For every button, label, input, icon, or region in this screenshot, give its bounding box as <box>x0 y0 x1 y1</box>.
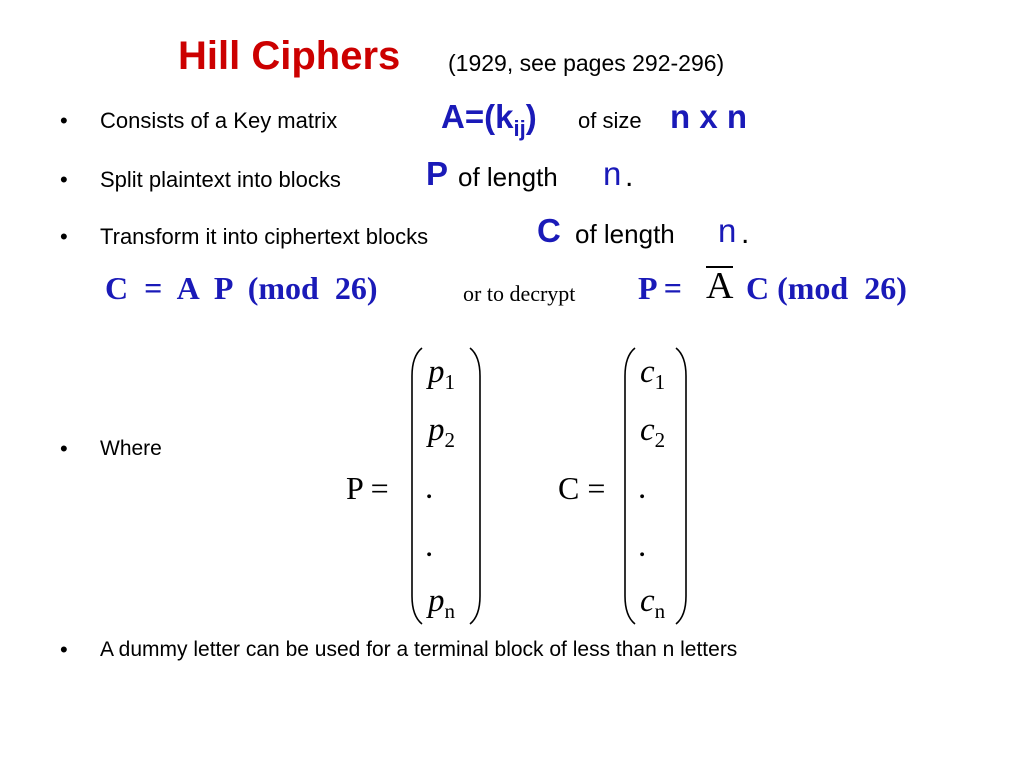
bullet-2-text-b: of length <box>458 162 558 192</box>
matrix-p-entry <box>428 354 455 395</box>
entry-subscript: n <box>654 599 666 623</box>
bullet-mark: • <box>60 637 68 662</box>
matrix-p-entry <box>428 583 455 624</box>
entry-variable: c <box>640 412 655 448</box>
matrix-size: n x n <box>670 98 748 135</box>
entry-subscript: 1 <box>444 370 455 394</box>
bullet-4-where: Where <box>100 437 162 460</box>
bullet-3-text-b: of length <box>575 219 675 249</box>
entry-variable: c <box>640 354 655 390</box>
matrix-c-entry: . <box>638 470 647 506</box>
key-matrix-subscript: ij <box>513 116 526 141</box>
block-length-n: n <box>718 212 737 249</box>
slide-subtitle: (1929, see pages 292-296) <box>448 50 725 76</box>
inverse-matrix-symbol <box>706 264 733 308</box>
bullet-1-text-a: Consists of a Key matrix <box>100 108 338 133</box>
key-matrix-label: A=(k <box>441 98 514 135</box>
matrix-c-entry <box>640 412 665 453</box>
entry-variable: p <box>428 412 445 448</box>
bullet-1-text-b: of size <box>578 108 642 133</box>
matrix-c-left-paren <box>619 346 639 626</box>
block-length-n: n <box>603 155 622 192</box>
entry-subscript: 2 <box>654 428 666 452</box>
entry-subscript: 1 <box>654 370 666 394</box>
bullet-mark: • <box>60 167 68 192</box>
decrypt-caption: or to decrypt <box>463 281 576 306</box>
entry-variable: p <box>428 354 445 390</box>
bullet-3-period: . <box>741 217 750 250</box>
decrypt-formula-rhs: C (mod 26) <box>746 270 907 306</box>
entry-variable: c <box>640 583 655 619</box>
entry-subscript: 2 <box>444 428 455 452</box>
bullet-3-text-a: Transform it into ciphertext blocks <box>100 224 429 249</box>
matrix-p-right-paren <box>466 346 486 626</box>
matrix-p-entry <box>428 412 455 453</box>
matrix-c-entry: . <box>638 528 647 564</box>
bullet-2-period: . <box>625 160 634 193</box>
decrypt-formula-lhs: P = <box>638 270 683 306</box>
matrix-c-right-paren <box>672 346 692 626</box>
inverse-matrix-letter: A <box>706 265 734 307</box>
entry-subscript: n <box>444 599 455 623</box>
matrix-c-label: C = <box>558 470 606 506</box>
key-matrix-close: ) <box>525 98 537 135</box>
matrix-c-entry <box>640 583 665 624</box>
encrypt-formula: C = A P (mod 26) <box>105 270 378 306</box>
ciphertext-block-symbol: C <box>537 212 561 249</box>
inverse-overbar <box>706 266 733 268</box>
slide-title: Hill Ciphers <box>178 34 401 78</box>
plaintext-block-symbol: P <box>426 155 449 192</box>
bullet-5-text: A dummy letter can be used for a terminal block of less than n letters <box>100 638 738 661</box>
bullet-mark: • <box>60 436 68 461</box>
matrix-p-entry: . <box>425 470 434 506</box>
matrix-c-entry <box>640 354 665 395</box>
entry-variable: p <box>428 583 445 619</box>
key-matrix-notation <box>441 98 537 142</box>
matrix-p-entry: . <box>425 528 434 564</box>
matrix-p-label: P = <box>346 470 389 506</box>
bullet-mark: • <box>60 224 68 249</box>
bullet-mark: • <box>60 108 68 133</box>
matrix-p-left-paren <box>406 346 426 626</box>
bullet-2-text-a: Split plaintext into blocks <box>100 167 341 192</box>
